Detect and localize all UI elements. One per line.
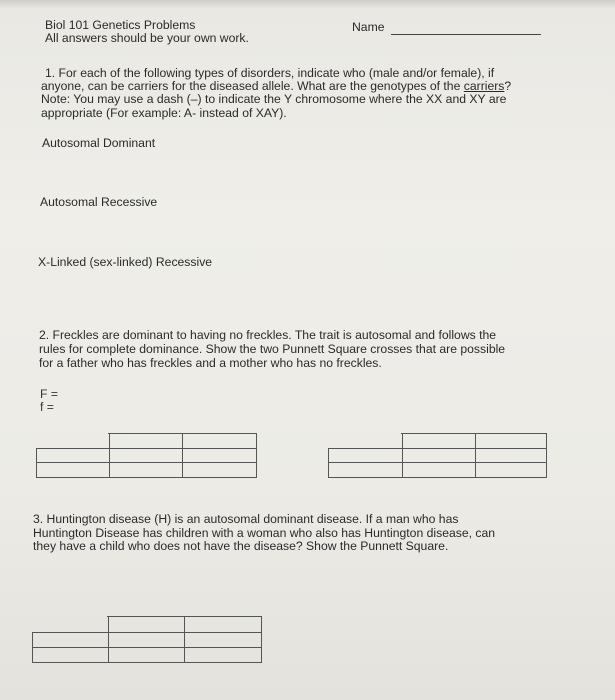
punnett-1-divider bbox=[37, 462, 256, 463]
category-autosomal-dominant: Autosomal Dominant bbox=[42, 136, 156, 150]
punnett-1-corner-blank bbox=[36, 433, 108, 448]
punnett-2-divider bbox=[329, 448, 546, 449]
question-2-text bbox=[39, 329, 505, 370]
punnett-1-divider bbox=[182, 434, 183, 477]
q3-line-1: 3. Huntington disease (H) is an autosomal dominant disease. If a man who has bbox=[33, 512, 459, 526]
category-x-linked-recessive: X-Linked (sex-linked) Recessive bbox=[38, 255, 213, 269]
question-1-text bbox=[41, 67, 511, 120]
q3-line-3: they have a child who does not have the disease? Show the Punnett Square. bbox=[33, 539, 449, 554]
punnett-2-divider bbox=[402, 434, 403, 477]
punnett-1-divider bbox=[37, 448, 256, 449]
punnett-3-divider bbox=[33, 632, 261, 633]
punnett-3-divider bbox=[108, 617, 109, 662]
punnett-3-divider bbox=[33, 647, 261, 648]
carriers-word: carriers bbox=[463, 79, 505, 94]
punnett-3-divider bbox=[184, 617, 185, 662]
punnett-2-corner-blank bbox=[328, 433, 401, 448]
q1-line-1: 1. For each of the following types of disorders, indicate who (male and/or female), if bbox=[45, 66, 495, 80]
q3-line-2: Huntington Disease has children with a woman who also has Huntington disease, can bbox=[33, 525, 496, 540]
q2-line-1: 2. Freckles are dominant to having no freckles. The trait is autosomal and follows the bbox=[39, 328, 497, 342]
allele-dominant-label: F = bbox=[40, 387, 58, 401]
q1-note-line-2: appropriate (For example: A- instead of XAY). bbox=[41, 105, 287, 120]
name-blank-line bbox=[391, 34, 541, 35]
q1-line-2: anyone, can be carriers for the diseased allele. What are the genotypes of the carriers? bbox=[41, 79, 512, 94]
allele-recessive-label: f = bbox=[40, 400, 54, 414]
punnett-2-divider bbox=[475, 434, 476, 477]
punnett-2-divider bbox=[329, 462, 546, 463]
question-3-text bbox=[33, 513, 495, 554]
name-label: Name bbox=[352, 20, 385, 34]
punnett-3-corner-blank bbox=[32, 616, 107, 632]
punnett-1-divider bbox=[109, 434, 110, 477]
category-autosomal-recessive: Autosomal Recessive bbox=[40, 195, 158, 209]
q2-line-3: for a father who has freckles and a mother who has no freckles. bbox=[39, 355, 382, 370]
page-top-edge bbox=[0, 0, 615, 8]
q2-line-2: rules for complete dominance. Show the two Punnett Square crosses that are possible bbox=[39, 341, 506, 356]
instruction-text: All answers should be your own work. bbox=[45, 31, 249, 45]
q1-note-line-1: Note: You may use a dash (–) to indicate the Y chromosome where the XX and XY are bbox=[41, 92, 507, 107]
course-title: Biol 101 Genetics Problems bbox=[45, 18, 196, 32]
